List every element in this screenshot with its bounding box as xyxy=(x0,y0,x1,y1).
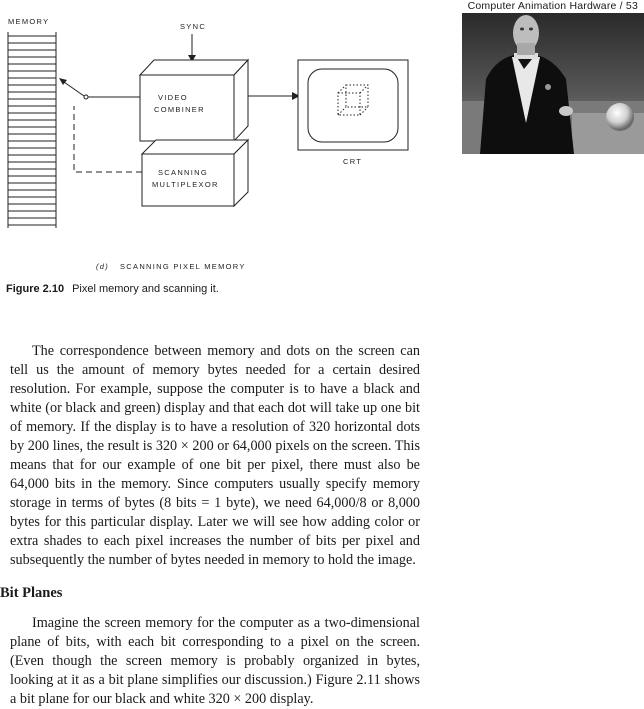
crt-label: CRT xyxy=(343,157,363,166)
memory-pointer-line xyxy=(64,82,84,96)
figure-caption-text: Pixel memory and scanning it. xyxy=(72,283,219,295)
crt-monitor xyxy=(298,60,408,150)
memory-label: MEMORY xyxy=(8,17,50,26)
video-combiner-box xyxy=(140,60,248,141)
video-combiner-label-2: COMBINER xyxy=(154,105,205,114)
section-heading: Bit Planes xyxy=(0,585,63,601)
scanning-mux-label-2: MULTIPLEXOR xyxy=(152,180,219,189)
figure-caption xyxy=(6,283,219,295)
switch-node xyxy=(84,95,88,99)
paragraph-memory-bytes: The correspondence between memory and dots on the screen can tell us the amount of memory bytes needed for a certain desired resolution. For example, suppose the computer is to have a black and white (or black and green) display and that each dot will take up one bit of memory. If the display is to have a resolution of 320 horizontal dots by 200 lines, the result is 320 × 200 or 64,000 pixels on the screen. This means that for our example of one bit per pixel, there must also be 64,000 bits in the memory. Since computers usually specify memory storage in terms of bytes (8 bits = 1 byte), we need 64,000/8 or 8,000 bytes for this particular display. Later we will see how adding color or extra shades to each pixel increases the number of bits per pixel and subsequently the number of bytes needed in memory to hold the image. xyxy=(10,343,420,568)
paragraph-bit-planes: Imagine the screen memory for the computer as a two-dimensional plane of bits, with each bit corresponding to a pixel on the screen. (Even though the screen memory is probably organized in bytes, looking at it as a bit plane simplifies our discussion.) Figure 2.11 shows a bit plane for our black and white 320 × 200 display. xyxy=(10,615,420,707)
subfigure-title: SCANNING PIXEL MEMORY xyxy=(120,262,246,271)
figure-number: Figure 2.10 xyxy=(6,283,65,295)
scanning-mux-label-1: SCANNING xyxy=(158,168,208,177)
pixel-memory-diagram xyxy=(0,0,460,280)
video-combiner-label-1: VIDEO xyxy=(158,93,188,102)
sync-label: SYNC xyxy=(180,22,207,31)
tuxedo-figure-photo xyxy=(462,13,644,154)
memory-stack xyxy=(8,32,56,228)
memory-pointer-arrowhead xyxy=(59,78,67,85)
subfigure-letter: (d) xyxy=(96,262,110,271)
multiplexor-dashed-line xyxy=(74,106,142,172)
running-head: Computer Animation Hardware / 53 xyxy=(467,0,638,12)
